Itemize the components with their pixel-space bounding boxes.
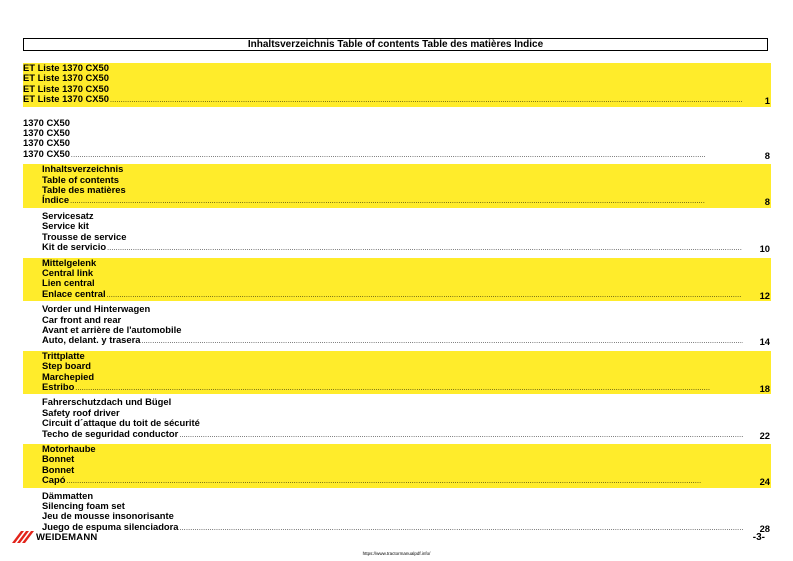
toc-entry-line: Fahrerschutzdach und Bügel <box>42 397 172 408</box>
toc-entry[interactable] <box>23 118 771 162</box>
toc-entry-line: 1370 CX50 <box>23 147 70 159</box>
toc-entry[interactable] <box>23 444 771 488</box>
dot-leader <box>66 477 743 487</box>
toc-entry[interactable] <box>23 491 771 535</box>
dot-leader <box>110 96 743 106</box>
toc-entry-line: Auto, delant. y trasera <box>42 334 141 346</box>
weidemann-logo-icon <box>12 530 34 544</box>
toc-entry-line: Jeu de mousse insonorisante <box>42 511 174 522</box>
source-url[interactable]: https://www.tractormanualpdf.info/ <box>362 551 431 556</box>
toc-entry[interactable] <box>23 164 771 208</box>
toc-entry-line: Central link <box>42 267 94 278</box>
toc-page-number: 1 <box>764 95 770 107</box>
toc-entry-line: Dämmatten <box>42 490 94 501</box>
dot-leader <box>75 384 743 394</box>
toc-entry-line: Trousse de service <box>42 231 127 242</box>
toc-entry-line: Estribo <box>42 380 75 392</box>
toc-entry-line: Service kit <box>42 221 89 232</box>
toc-entry-line: Safety roof driver <box>42 407 120 418</box>
toc-page-number: 10 <box>759 243 770 255</box>
toc-entry-line: 1370 CX50 <box>23 117 70 128</box>
toc-entry-line: Vorder und Hinterwagen <box>42 304 151 315</box>
toc-entry-line: Capó <box>42 474 66 486</box>
toc-entry-line: Kit de servicio <box>42 241 107 253</box>
table-of-contents <box>23 63 771 534</box>
toc-entry[interactable] <box>23 258 771 302</box>
toc-entry[interactable] <box>23 211 771 255</box>
dot-leader <box>180 524 743 534</box>
toc-entry-line: 1370 CX50 <box>23 138 70 149</box>
toc-entry-line: Table of contents <box>42 174 119 185</box>
toc-page-number: 18 <box>759 382 770 394</box>
toc-entry[interactable] <box>23 63 771 107</box>
toc-page-number: 28 <box>759 522 770 534</box>
toc-entry-line: Avant et arrière de l'automobile <box>42 324 182 335</box>
toc-page-number: 14 <box>759 336 770 348</box>
toc-entry-line: ET Liste 1370 CX50 <box>23 63 109 73</box>
toc-page-number: 22 <box>759 429 770 441</box>
toc-entry-line: Trittplatte <box>42 350 85 361</box>
toc-page-number: 12 <box>759 289 770 301</box>
toc-entry-line: Car front and rear <box>42 314 122 325</box>
brand-name: WEIDEMANN <box>36 531 98 543</box>
dot-leader <box>71 151 743 161</box>
toc-entry-line: Table des matières <box>42 185 126 196</box>
toc-entry-line: Lien central <box>42 278 95 289</box>
toc-entry-line: Índice <box>42 194 70 206</box>
toc-entry-line: Techo de seguridad conductor <box>42 427 179 439</box>
toc-entry-line: Marchepied <box>42 371 95 382</box>
toc-entry-line: Step board <box>42 361 91 372</box>
toc-entry-line: ET Liste 1370 CX50 <box>23 93 109 105</box>
toc-entry-line: Bonnet <box>42 464 75 475</box>
toc-entry-line: Bonnet <box>42 454 75 465</box>
weidemann-logo <box>12 530 97 544</box>
toc-entry-line: Silencing foam set <box>42 501 125 512</box>
toc-page-number: 24 <box>759 476 770 488</box>
toc-title: Inhaltsverzeichnis Table of contents Table des matières Índice <box>23 38 768 51</box>
toc-entry-line: Servicesatz <box>42 210 94 221</box>
dot-leader <box>107 291 743 301</box>
toc-entry-line: Inhaltsverzeichnis <box>42 164 124 175</box>
dot-leader <box>107 244 743 254</box>
toc-entry-line: Motorhaube <box>42 444 96 454</box>
dot-leader <box>141 337 743 347</box>
toc-entry-line: Enlace central <box>42 287 106 299</box>
toc-entry-line: ET Liste 1370 CX50 <box>23 73 109 84</box>
toc-entry[interactable] <box>23 351 771 395</box>
toc-entry-line: ET Liste 1370 CX50 <box>23 83 109 94</box>
page-number: -3- <box>752 532 765 543</box>
dot-leader <box>70 197 743 207</box>
dot-leader <box>179 431 743 441</box>
toc-entry-line: Circuit d´attaque du toit de sécurité <box>42 418 200 429</box>
toc-entry-line: Juego de espuma silenciadora <box>42 520 179 532</box>
toc-entry-line: Mittelgelenk <box>42 257 97 268</box>
toc-entry-line: 1370 CX50 <box>23 128 70 139</box>
toc-entry[interactable] <box>23 304 771 348</box>
toc-page-number: 8 <box>764 149 770 161</box>
toc-entry[interactable] <box>23 397 771 441</box>
toc-page-number: 8 <box>764 196 770 208</box>
